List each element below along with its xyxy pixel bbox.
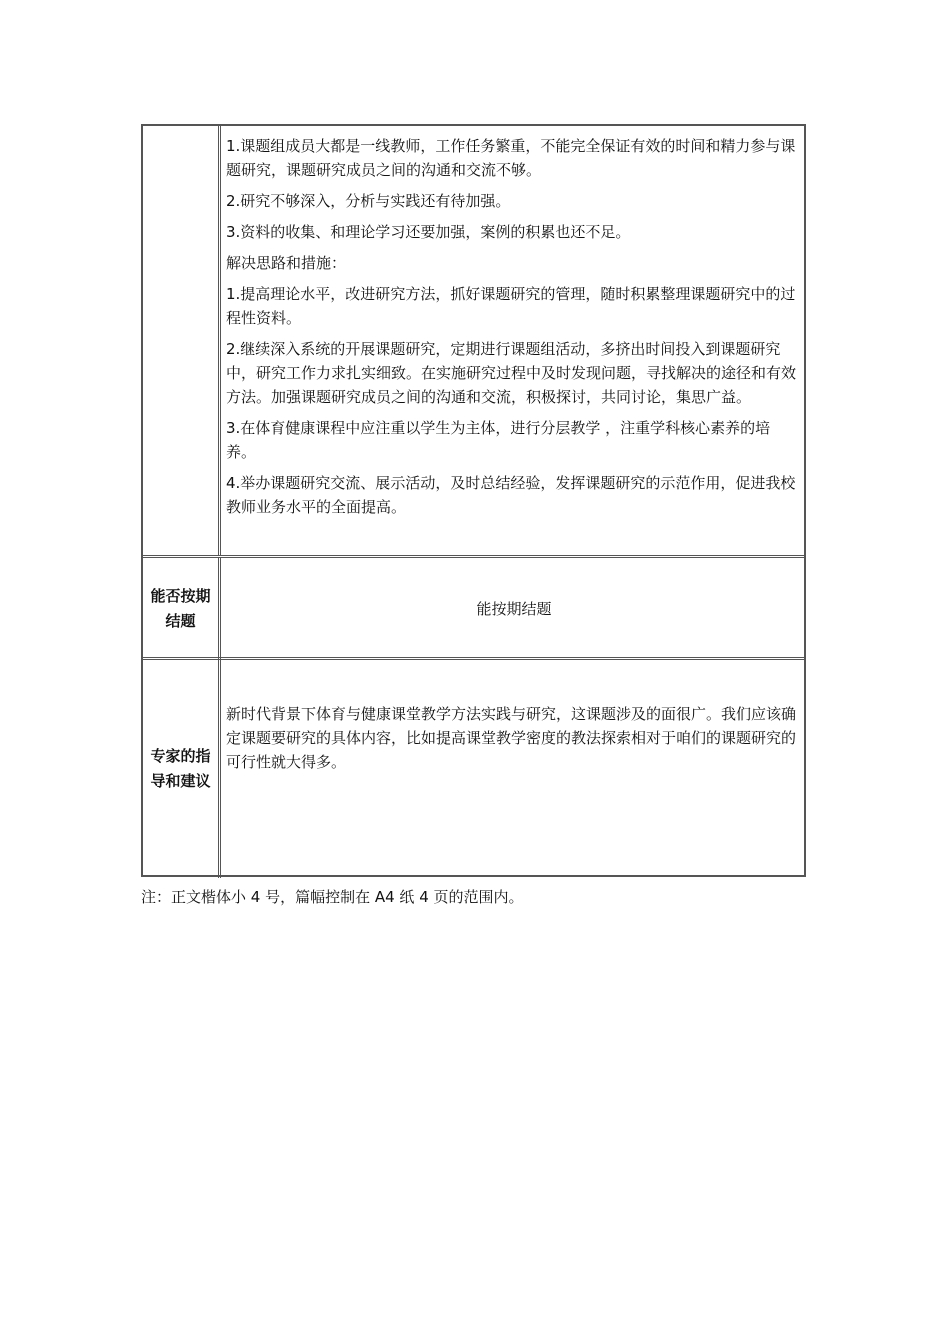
footnote: 注：正文楷体小 4 号，篇幅控制在 A4 纸 4 页的范围内。: [141, 888, 524, 906]
solutions-heading: 解决思路和措施：: [226, 254, 347, 272]
solution-paragraph: 3.在体育健康课程中应注重以学生为主体，进行分层教学 ，注重学科核心素养的培养。: [226, 419, 771, 461]
solution-paragraph: 2.继续深入系统的开展课题研究，定期进行课题组活动，多挤出时间投入到课题研究中，研究工作力求扎实细致。在实施研究过程中及时发现问题，寻找解决的途径和有效方法。加强课题研究成员之间的沟通和交流，积极探讨，共同讨论，集思广益。: [226, 340, 797, 406]
issue-paragraph: 3.资料的收集、和理论学习还要加强，案例的积累也还不足。: [226, 223, 631, 241]
issue-paragraph: 1.课题组成员大都是一线教师，工作任务繁重，不能完全保证有效的时间和精力参与课题研究，课题研究成员之间的沟通和交流不够。: [226, 137, 796, 179]
expert-advice-text: 新时代背景下体育与健康课堂教学方法实践与研究，这课题涉及的面很广。我们应该确定课题要研究的具体内容，比如提高课堂教学密度的教法探索相对于咱们的课题研究的可行性就大得多。: [226, 705, 797, 771]
ontime-value: 能按期结题: [476, 600, 552, 618]
ontime-value-cell: [224, 558, 804, 660]
solution-paragraph: 4.举办课题研究交流、展示活动，及时总结经验，发挥课题研究的示范作用，促进我校教师业务水平的全面提高。: [226, 474, 796, 516]
solution-paragraph: 1.提高理论水平，改进研究方法，抓好课题研究的管理，随时积累整理课题研究中的过程性资料。: [226, 285, 796, 327]
expert-row: [143, 657, 804, 878]
expert-content-cell: [224, 660, 804, 878]
issues-label-cell: [143, 126, 221, 555]
report-table: [141, 124, 806, 877]
issues-row: [143, 126, 804, 555]
expert-label: 专家的指导和建议: [143, 660, 221, 878]
issues-content-cell: [224, 126, 804, 555]
ontime-row: [143, 555, 804, 660]
ontime-label: 能否按期结题: [143, 558, 221, 660]
issue-paragraph: 2.研究不够深入，分析与实践还有待加强。: [226, 192, 511, 210]
